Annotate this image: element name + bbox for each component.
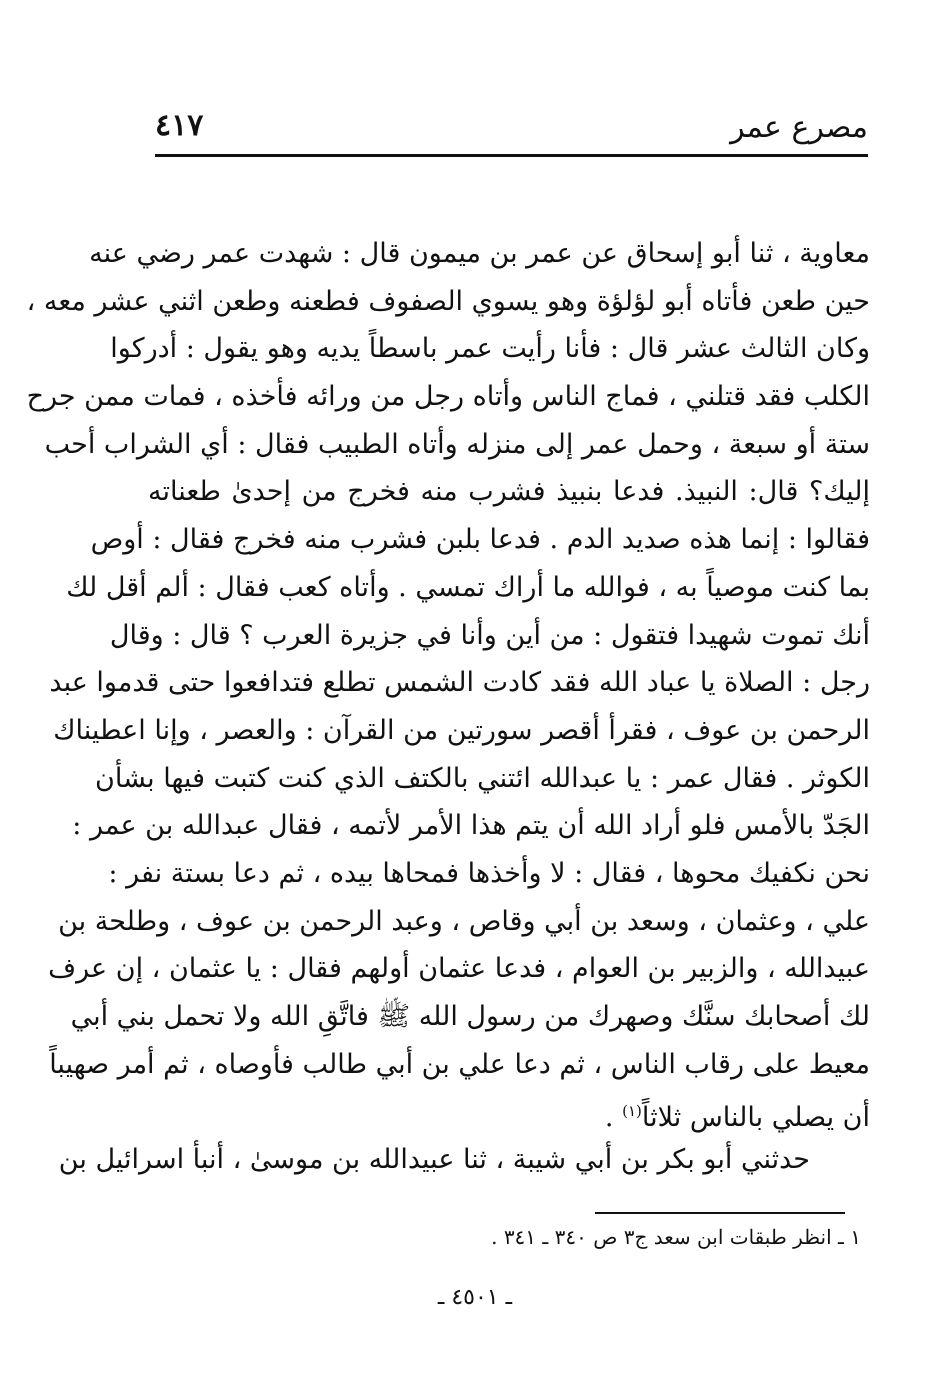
text-line: علي ، وعثمان ، وسعد بن أبي وقاص ، وعبد الرحمن بن عوف ، وطلحة بن bbox=[58, 905, 870, 937]
text-line: معيط على رقاب الناس ، ثم دعا علي بن أبي طالب فأوصاه ، ثم أمر صهيباً bbox=[49, 1048, 870, 1080]
text-line: بما كنت موصياً به ، فوالله ما أراك تمسي . وأتاه كعب فقال : ألم أقل لك bbox=[66, 571, 870, 603]
text-line: أنك تموت شهيدا فتقول : من أين وأنا في جزيرة العرب ؟ قال : وقال bbox=[109, 619, 870, 651]
text-line: الكوثر . فقال عمر : يا عبدالله ائتني بالكتف الذي كنت كتبت فيها بشأن bbox=[95, 762, 870, 794]
text-line: فقالوا : إنما هذه صديد الدم . فدعا بلبن فشرب منه فخرج فقال : أوص bbox=[90, 524, 870, 556]
footnote-divider bbox=[595, 1212, 845, 1214]
text-line: ستة أو سبعة ، وحمل عمر إلى منزله وأتاه الطبيب فقال : أي الشراب أحب bbox=[44, 428, 870, 460]
text-line: رجل : الصلاة يا عباد الله فقد كادت الشمس تطلع فتدافعوا حتى قدموا عبد bbox=[49, 667, 870, 699]
next-paragraph-line: حدثني أبو بكر بن أبي شيبة ، ثنا عبيدالله بن موسىٰ ، أنبأ اسرائيل بن bbox=[58, 1144, 810, 1176]
text-line: عبيدالله ، والزبير بن العوام ، فدعا عثمان أولهم فقال : يا عثمان ، إن عرف bbox=[48, 953, 870, 985]
text-line: لك أصحابك سنَّك وصهرك من رسول الله ﷺ فاتَّقِ الله ولا تحمل بني أبي bbox=[70, 1001, 870, 1032]
text-line: وكان الثالث عشر قال : فأنا رأيت عمر باسطاً يديه وهو يقول : أدركوا bbox=[110, 333, 870, 365]
footnote: ١ ـ انظر طبقات ابن سعد ج٣ ص ٣٤٠ ـ ٣٤١ . bbox=[491, 1225, 861, 1249]
chapter-title: مصرع عمر bbox=[730, 110, 868, 145]
text-line: إليك؟ قال: النبيذ. فدعا بنبيذ فشرب منه فخرج من إحدىٰ طعناته bbox=[148, 476, 870, 508]
text-line: الكلب فقد قتلني ، فماج الناس وأتاه رجل من ورائه فأخذه ، فمات ممن جرح bbox=[26, 381, 870, 413]
folio-number: ـ ٤٥٠١ ـ bbox=[437, 1285, 513, 1310]
footnote-marker: (١) bbox=[622, 1102, 642, 1121]
body-text bbox=[26, 230, 870, 1184]
running-header bbox=[155, 100, 868, 157]
sentence-end: . bbox=[604, 1102, 623, 1134]
page-number: ٤١٧ bbox=[155, 108, 204, 143]
text-line: الجَدّ بالأمس فلو أراد الله أن يتم هذا الأمر لأتمه ، فقال عبدالله بن عمر : bbox=[72, 810, 870, 842]
text-line: حين طعن فأتاه أبو لؤلؤة وهو يسوي الصفوف فطعنه وطعن اثني عشر معه ، bbox=[26, 285, 870, 317]
text-line: أن يصلي بالناس ثلاثاً bbox=[641, 1102, 870, 1134]
text-line-paragraph-end bbox=[148, 1088, 870, 1136]
text-line: الرحمن بن عوف ، فقرأ أقصر سورتين من القرآن : والعصر ، وإنا اعطيناك bbox=[53, 714, 870, 746]
text-line: نحن نكفيك محوها ، فقال : لا وأخذها فمحاها بيده ، ثم دعا بستة نفر : bbox=[108, 857, 870, 889]
text-line: معاوية ، ثنا أبو إسحاق عن عمر بن ميمون قال : شهدت عمر رضي عنه bbox=[89, 238, 870, 269]
